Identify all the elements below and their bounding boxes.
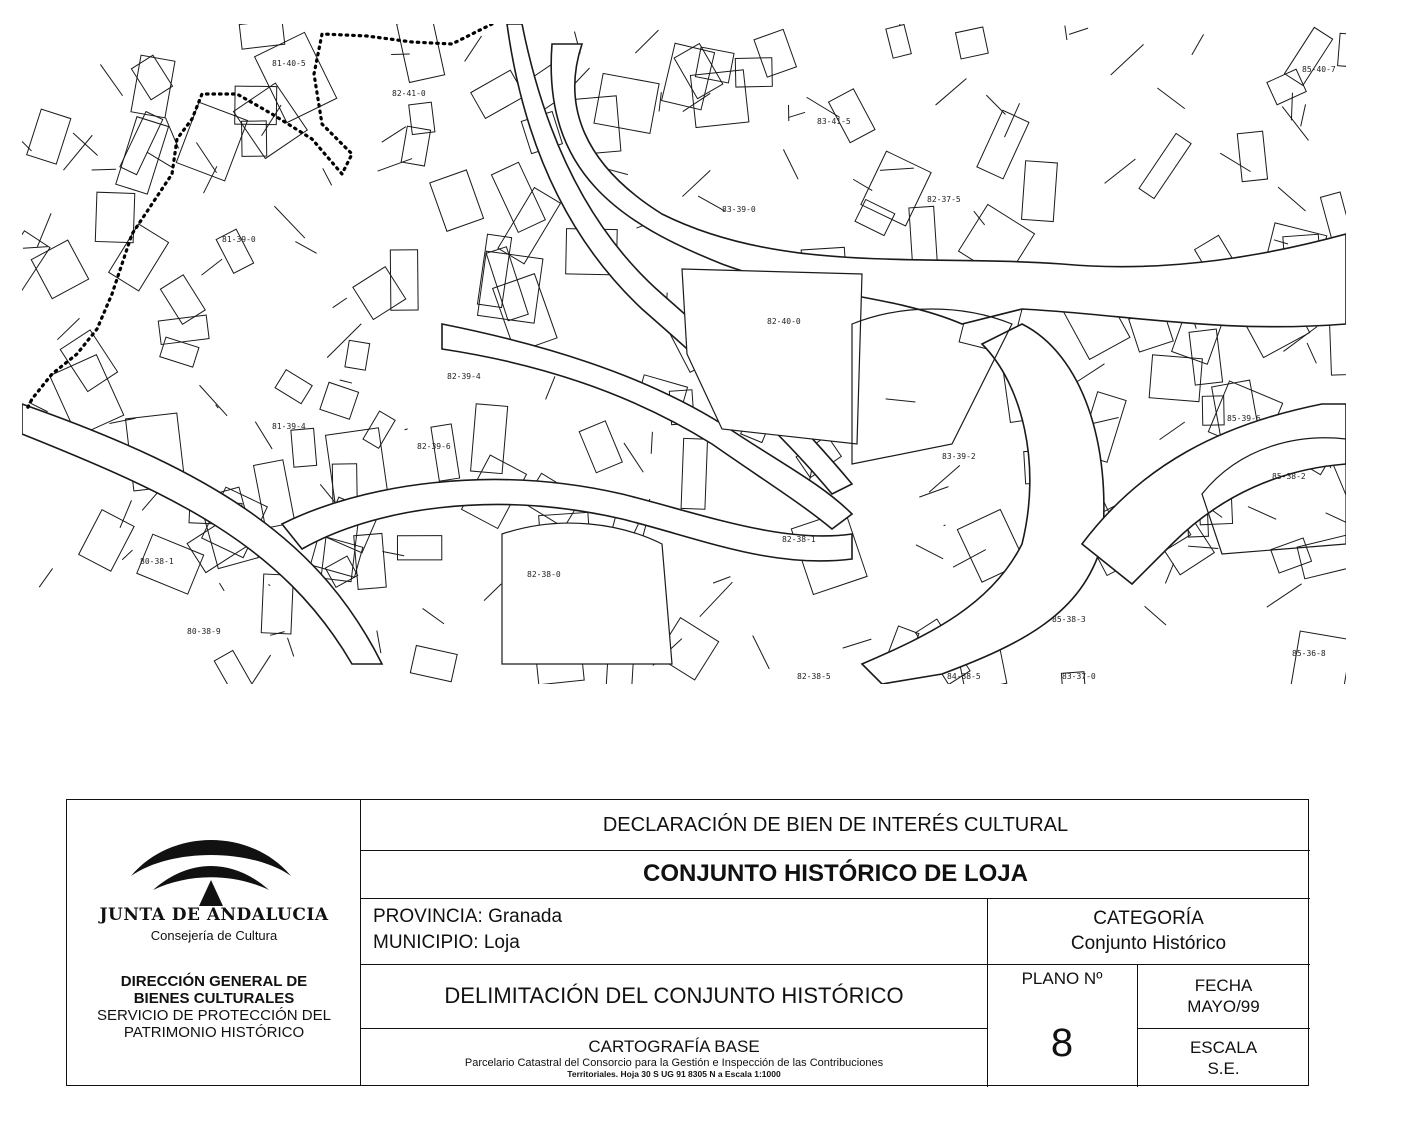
parcel-edge bbox=[327, 324, 361, 358]
parcel-edge bbox=[340, 380, 352, 383]
parcel bbox=[681, 438, 707, 509]
parcel-edge bbox=[465, 36, 482, 61]
parcel-edge bbox=[274, 206, 304, 238]
parcel-edge bbox=[1145, 606, 1166, 625]
parcel bbox=[735, 58, 772, 87]
parcel-edge bbox=[165, 118, 178, 149]
parcel-edge bbox=[1274, 240, 1288, 244]
parcel-edge bbox=[295, 242, 316, 254]
parcel bbox=[1022, 161, 1058, 222]
parcel-edge bbox=[843, 639, 872, 648]
cartografia-line-2: Territoriales. Hoja 30 S UG 91 8305 N a Escala 1:1000 bbox=[567, 1068, 781, 1079]
parcel bbox=[754, 29, 796, 77]
parcel bbox=[160, 275, 205, 324]
fecha-label: FECHA bbox=[1194, 976, 1253, 995]
parcel-label: 80-38-1 bbox=[140, 557, 174, 566]
parcel-label: 82-39-4 bbox=[447, 372, 481, 381]
parcel bbox=[829, 89, 875, 143]
parcel-edge bbox=[1248, 507, 1276, 520]
parcel-edge bbox=[268, 585, 270, 586]
parcel-edge bbox=[1160, 422, 1185, 440]
parcel-edge bbox=[944, 525, 946, 526]
parcel-edge bbox=[196, 142, 216, 172]
delimitation-heading: DELIMITACIÓN DEL CONJUNTO HISTÓRICO bbox=[444, 983, 904, 1008]
parcel bbox=[1271, 538, 1312, 573]
org-name: JUNTA DE ANDALUCIA bbox=[99, 905, 329, 925]
parcel bbox=[1139, 133, 1191, 198]
parcel-edge bbox=[1278, 187, 1305, 211]
parcel-edge bbox=[700, 582, 733, 616]
parcel-label: 83-37-0 bbox=[1062, 672, 1096, 681]
parcel-edge bbox=[1157, 88, 1184, 109]
parcel bbox=[176, 102, 247, 181]
parcel-label: 85-39-6 bbox=[1227, 414, 1261, 423]
parcel bbox=[471, 404, 508, 474]
parcel-edge bbox=[200, 385, 228, 416]
parcel-edge bbox=[323, 168, 332, 185]
historic-boundary bbox=[27, 24, 492, 409]
provincia: PROVINCIA: Granada bbox=[373, 906, 563, 927]
parcel-edge bbox=[1065, 26, 1067, 41]
parcel-label: 82-38-0 bbox=[527, 570, 561, 579]
parcel bbox=[886, 24, 911, 58]
parcel-edge bbox=[1326, 513, 1346, 527]
escala-value: S.E. bbox=[1207, 1058, 1240, 1078]
direccion-line-1: DIRECCIÓN GENERAL DE bbox=[120, 973, 308, 990]
parcel-edge bbox=[698, 196, 725, 211]
parcel-edge bbox=[1283, 327, 1317, 352]
parcel-label: 84-38-5 bbox=[947, 672, 981, 681]
parcel-edge bbox=[886, 399, 916, 402]
parcel bbox=[662, 43, 715, 110]
parcel-label: 82-38-1 bbox=[782, 535, 816, 544]
parcel-edge bbox=[37, 213, 51, 247]
parcel bbox=[79, 510, 134, 571]
parcel-label: 82-39-6 bbox=[417, 442, 451, 451]
parcel-label: 83-39-0 bbox=[722, 205, 756, 214]
parcel bbox=[22, 231, 50, 303]
categoria-value: Conjunto Histórico bbox=[1070, 933, 1227, 954]
plan-title: CONJUNTO HISTÓRICO DE LOJA bbox=[643, 860, 1028, 887]
direccion-block bbox=[67, 973, 361, 1041]
parcel-edge bbox=[546, 376, 555, 399]
parcel bbox=[95, 192, 135, 243]
parcel bbox=[977, 110, 1029, 179]
parcel-edge bbox=[624, 443, 643, 472]
parcel bbox=[401, 126, 430, 166]
parcel bbox=[478, 251, 543, 323]
parcel-edge bbox=[23, 247, 48, 249]
parcel-edge bbox=[807, 97, 840, 117]
parcel-edge bbox=[713, 577, 730, 583]
cadastral-map bbox=[22, 24, 1346, 684]
parcel-edge bbox=[100, 64, 122, 95]
parcel bbox=[1189, 329, 1223, 385]
parcel-edge bbox=[92, 169, 116, 170]
parcel-label: 85-38-3 bbox=[1052, 615, 1086, 624]
parcel-edge bbox=[651, 432, 652, 454]
parcel-grid bbox=[22, 24, 1346, 684]
parcel-label: 85-36-8 bbox=[1292, 649, 1326, 658]
cartografia-line-1: Parcelario Catastral del Consorcio para la Gestión e Inspección de las Contribuciones bbox=[464, 1056, 884, 1069]
parcel-edge bbox=[936, 78, 967, 105]
parcel bbox=[31, 240, 88, 299]
parcel-edge bbox=[682, 170, 710, 196]
location-info bbox=[361, 898, 987, 964]
parcel-edge bbox=[659, 92, 661, 111]
parcel-edge bbox=[788, 112, 805, 117]
parcel bbox=[410, 646, 457, 682]
plano-label: PLANO Nº bbox=[1021, 969, 1103, 988]
date-cell bbox=[1137, 964, 1310, 1028]
parcel-label: 83-39-2 bbox=[942, 452, 976, 461]
categoria-label: CATEGORÍA bbox=[1093, 908, 1204, 929]
parcel-label: 85-40-7 bbox=[1302, 65, 1336, 74]
parcel-edge bbox=[783, 149, 798, 179]
direccion-line-2: BIENES CULTURALES bbox=[133, 990, 295, 1007]
parcel-edge bbox=[378, 159, 413, 172]
parcel-edge bbox=[1307, 343, 1316, 363]
parcel-edge bbox=[1111, 44, 1144, 75]
servicio-line-2: PATRIMONIO HISTÓRICO bbox=[123, 1024, 305, 1041]
parcel-label: 81-40-5 bbox=[272, 59, 306, 68]
parcel-label: 82-41-0 bbox=[392, 89, 426, 98]
parcel-edge bbox=[22, 118, 32, 151]
parcel bbox=[1237, 131, 1267, 181]
parcel bbox=[431, 424, 460, 481]
parcel-edge bbox=[1165, 563, 1173, 583]
parcel bbox=[239, 24, 285, 49]
parcel bbox=[325, 556, 357, 587]
parcel-edge bbox=[1069, 28, 1088, 34]
parcel-edge bbox=[916, 545, 943, 559]
junta-andalucia-logo bbox=[111, 808, 311, 948]
parcel-edge bbox=[377, 631, 381, 654]
parcel-edge bbox=[109, 418, 135, 423]
municipio: MUNICIPIO: Loja bbox=[373, 932, 520, 953]
parcel-edge bbox=[1301, 104, 1306, 126]
parcel-edge bbox=[63, 135, 92, 170]
fecha-value: MAYO/99 bbox=[1187, 997, 1260, 1016]
category-cell bbox=[987, 898, 1310, 964]
parcel bbox=[1284, 27, 1332, 85]
parcel-edge bbox=[753, 636, 770, 669]
parcel-edge bbox=[262, 105, 282, 136]
parcel bbox=[579, 421, 622, 473]
parcel bbox=[430, 170, 484, 231]
parcel bbox=[1330, 321, 1346, 375]
parcel bbox=[214, 650, 265, 684]
parcel bbox=[477, 234, 511, 307]
parcel bbox=[594, 73, 659, 133]
parcel-label: 82-40-0 bbox=[767, 317, 801, 326]
parcel-edge bbox=[974, 211, 985, 225]
scale-cell bbox=[1137, 1028, 1310, 1087]
parcel-edge bbox=[1005, 103, 1020, 137]
consejeria-name: Consejería de Cultura bbox=[150, 928, 278, 943]
escala-label: ESCALA bbox=[1189, 1037, 1258, 1057]
parcel bbox=[1338, 33, 1346, 67]
plano-number: 8 bbox=[1050, 1021, 1074, 1065]
parcel-edge bbox=[382, 127, 406, 142]
parcel-edge bbox=[333, 298, 347, 308]
parcel-edge bbox=[202, 259, 223, 275]
parcel-edge bbox=[953, 550, 986, 568]
parcel bbox=[861, 151, 931, 226]
parcel-edge bbox=[880, 168, 914, 170]
parcel-edge bbox=[986, 95, 1005, 114]
parcel bbox=[491, 162, 545, 232]
cartography-cell bbox=[361, 1028, 987, 1087]
cartografia-label: CARTOGRAFÍA BASE bbox=[588, 1036, 760, 1056]
parcel-label: 82-38-5 bbox=[797, 672, 831, 681]
parcel-edge bbox=[147, 152, 174, 168]
parcel-edge bbox=[122, 550, 132, 560]
parcel bbox=[397, 24, 445, 82]
parcel bbox=[390, 250, 418, 311]
parcel-edge bbox=[1291, 93, 1292, 121]
parcel bbox=[27, 109, 71, 164]
parcel bbox=[498, 188, 560, 264]
parcel-edge bbox=[142, 491, 159, 511]
declaration-heading: DECLARACIÓN DE BIEN DE INTERÉS CULTURAL bbox=[602, 813, 1069, 836]
parcel bbox=[158, 315, 209, 344]
parcel bbox=[345, 340, 370, 370]
parcel-edge bbox=[252, 655, 271, 684]
parcel-edge bbox=[1192, 34, 1204, 54]
parcel-edge bbox=[853, 179, 872, 190]
parcel bbox=[254, 460, 295, 528]
parcel-edge bbox=[484, 584, 501, 601]
parcel bbox=[956, 27, 989, 59]
parcel-edge bbox=[382, 552, 404, 556]
institution-panel bbox=[67, 800, 361, 1085]
parcel-edge bbox=[1077, 364, 1104, 382]
parcel-label: 82-37-5 bbox=[927, 195, 961, 204]
parcel-edge bbox=[255, 422, 272, 449]
parcel-edge bbox=[423, 608, 444, 623]
parcel bbox=[116, 117, 169, 194]
parcel bbox=[353, 267, 406, 320]
parcel-label: 81-39-4 bbox=[272, 422, 306, 431]
parcel-label: 81-39-0 bbox=[222, 235, 256, 244]
parcel-edge bbox=[405, 429, 408, 430]
parcel bbox=[291, 428, 317, 467]
parcel-edge bbox=[57, 318, 79, 339]
parcel-label: 83-41-5 bbox=[817, 117, 851, 126]
parcel-edge bbox=[1282, 106, 1308, 140]
parcel bbox=[275, 370, 312, 404]
title-block bbox=[66, 799, 1309, 1086]
parcel-edge bbox=[219, 583, 224, 591]
parcel-label: 80-38-9 bbox=[187, 627, 221, 636]
parcel-edge bbox=[1105, 159, 1136, 183]
parcel-edge bbox=[635, 30, 658, 53]
parcel bbox=[320, 382, 359, 419]
parcel-label: 85-38-2 bbox=[1272, 472, 1306, 481]
parcel-edge bbox=[39, 568, 52, 587]
parcel-edge bbox=[1220, 153, 1250, 171]
parcel bbox=[160, 337, 199, 367]
parcel-edge bbox=[1267, 584, 1302, 607]
servicio-line-1: SERVICIO DE PROTECCIÓN DEL bbox=[97, 1007, 331, 1024]
parcel-edge bbox=[287, 638, 293, 657]
parcel-edge bbox=[1188, 546, 1218, 548]
parcel bbox=[674, 44, 723, 99]
parcel bbox=[397, 536, 441, 560]
